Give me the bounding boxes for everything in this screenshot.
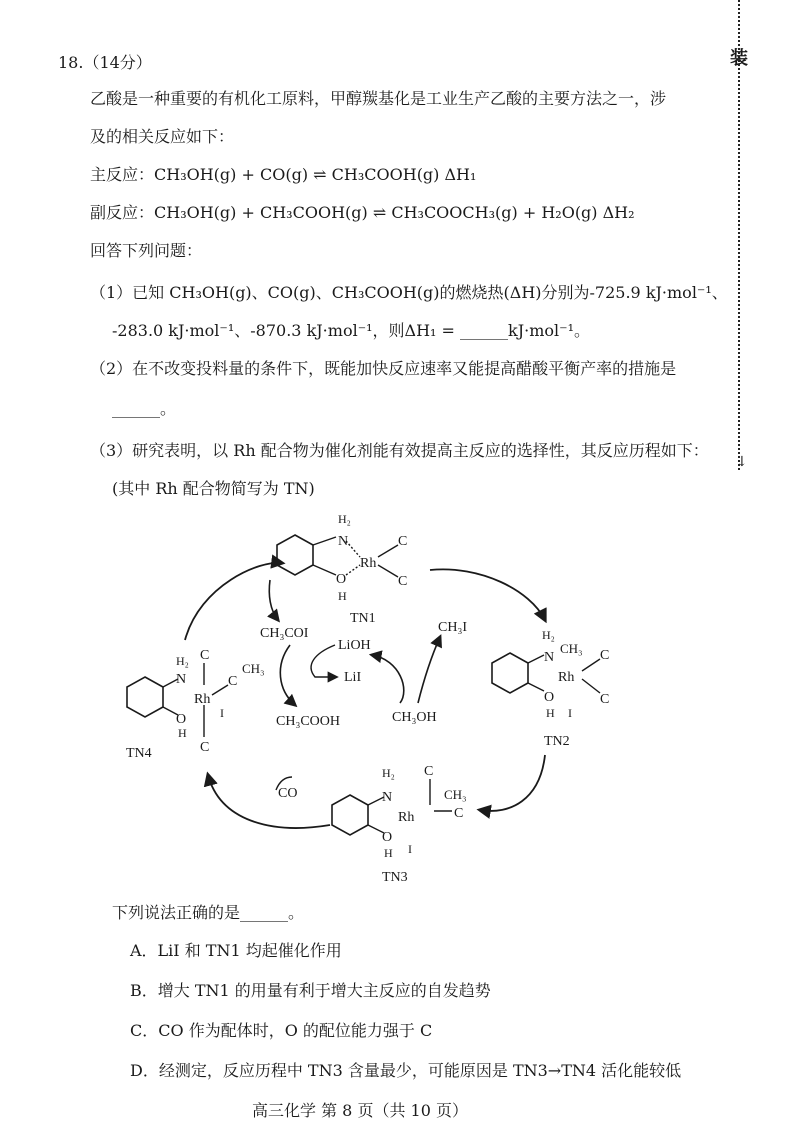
tn1-c1: C [398,534,408,549]
tn3-h: H [384,846,393,860]
tn3-o: O [382,830,393,845]
tn2-rh: Rh [558,670,575,685]
tn4-label: TN4 [126,746,152,761]
main-reaction: 主反应：CH₃OH(g) + CO(g) ⇌ CH₃COOH(g) ΔH₁ [90,165,477,184]
co-label: CO [278,786,298,801]
question-number: 18.（14分） [58,53,152,72]
tn2-n: N [544,650,555,665]
tn2-h: H [546,706,555,720]
tn4-h2: H₂ [176,654,189,668]
tn3-n: N [382,790,393,805]
arrow-lioh-to-lii [311,645,336,677]
tn4-ch3: CH₃ [242,661,265,676]
page-footer: 高三化学 第 8 页（共 10 页） [252,1101,468,1120]
tn2-label: TN2 [544,734,570,749]
tn4-c-acyl: C [228,674,238,689]
catalytic-cycle-diagram [100,505,720,895]
lioh-label: LiOH [338,638,371,653]
tn4-h: H [178,726,187,740]
ch3oh-label: CH₃OH [392,710,437,725]
arrow-ch3coi-to-ch3cooh [280,645,295,705]
part-3-line-2: (其中 Rh 配合物简写为 TN) [112,479,315,498]
tn1-structure [277,512,407,626]
ch3i-label: CH₃I [438,620,467,635]
tn1-h2: H₂ [338,512,351,526]
side-reaction: 副反应：CH₃OH(g) + CH₃COOH(g) ⇌ CH₃COOCH₃(g) + H₂O(g) ΔH₂ [90,203,635,222]
tn2-ch3: CH₃ [560,641,583,656]
tn3-c-co: C [454,806,464,821]
tn2-i: I [568,706,572,720]
option-d: D．经测定，反应历程中 TN3 含量最少，可能原因是 TN3→TN4 活化能较低 [130,1061,682,1080]
part-1-line-1: （1）已知 CH₃OH(g)、CO(g)、CH₃COOH(g)的燃烧热(ΔH)分别为-725.9 kJ·mol⁻¹、 [90,283,728,302]
tn4-c-top: C [200,648,210,663]
answer-prompt: 回答下列问题： [90,241,203,260]
part-1-line-2: -283.0 kJ·mol⁻¹、-870.3 kJ·mol⁻¹，则ΔH₁ = ______kJ·mol⁻¹。 [112,321,591,340]
tn4-n: N [176,672,187,687]
tn1-h: H [338,589,347,603]
arrow-ch3oh-to-ch3i [418,637,440,703]
arrow-tn2-to-tn3 [480,755,545,811]
tn1-rh: Rh [360,556,377,571]
tn4-i: I [220,706,224,720]
options-intro: 下列说法正确的是______。 [112,903,305,922]
arrow-tn3-to-tn4 [208,775,330,828]
tn4-c-bottom: C [200,740,210,755]
tn3-ch3: CH₃ [444,787,467,802]
tn2-h2: H₂ [542,628,555,642]
tn4-rh: Rh [194,692,211,707]
binding-label: 装 [730,48,748,69]
question-intro: 乙酸是一种重要的有机化工原料，甲醇羰基化是工业生产乙酸的主要方法之一，涉 [90,89,667,108]
binding-mark: ↓ [736,454,748,470]
tn3-i: I [408,842,412,856]
ch3cooh-label: CH₃COOH [276,714,340,729]
tn1-o: O [336,572,347,587]
tn3-structure [332,764,467,885]
arrow-ch3coi-release [269,580,278,620]
option-c: C．CO 作为配体时，O 的配位能力强于 C [130,1021,433,1040]
tn3-h2: H₂ [382,766,395,780]
tn2-o: O [544,690,555,705]
question-intro-2: 及的相关反应如下： [90,127,235,146]
tn2-structure [492,628,609,749]
option-b: B．增大 TN1 的用量有利于增大主反应的自发趋势 [130,981,491,1000]
tn2-c1: C [600,648,610,663]
lii-label: LiI [344,670,362,685]
tn1-n: N [338,534,349,549]
ch3coi-label: CH₃COI [260,626,309,641]
tn3-rh: Rh [398,810,415,825]
part-2-line-1: （2）在不改变投料量的条件下，既能加快反应速率又能提高醋酸平衡产率的措施是 [90,359,677,378]
tn3-label: TN3 [382,870,408,885]
tn1-label: TN1 [350,611,376,626]
tn1-c2: C [398,574,408,589]
tn2-c2: C [600,692,610,707]
binding-line [738,0,744,470]
part-2-line-2: ______。 [112,399,177,418]
tn4-o: O [176,712,187,727]
tn4-structure [126,648,265,761]
arrow-lii-to-lioh [372,655,404,703]
tn3-c-acyl: C [424,764,434,779]
arrow-tn1-to-tn2 [430,569,545,620]
option-a: A．LiI 和 TN1 均起催化作用 [130,941,342,960]
part-3-line-1: （3）研究表明，以 Rh 配合物为催化剂能有效提高主反应的选择性，其反应历程如下： [90,441,709,460]
